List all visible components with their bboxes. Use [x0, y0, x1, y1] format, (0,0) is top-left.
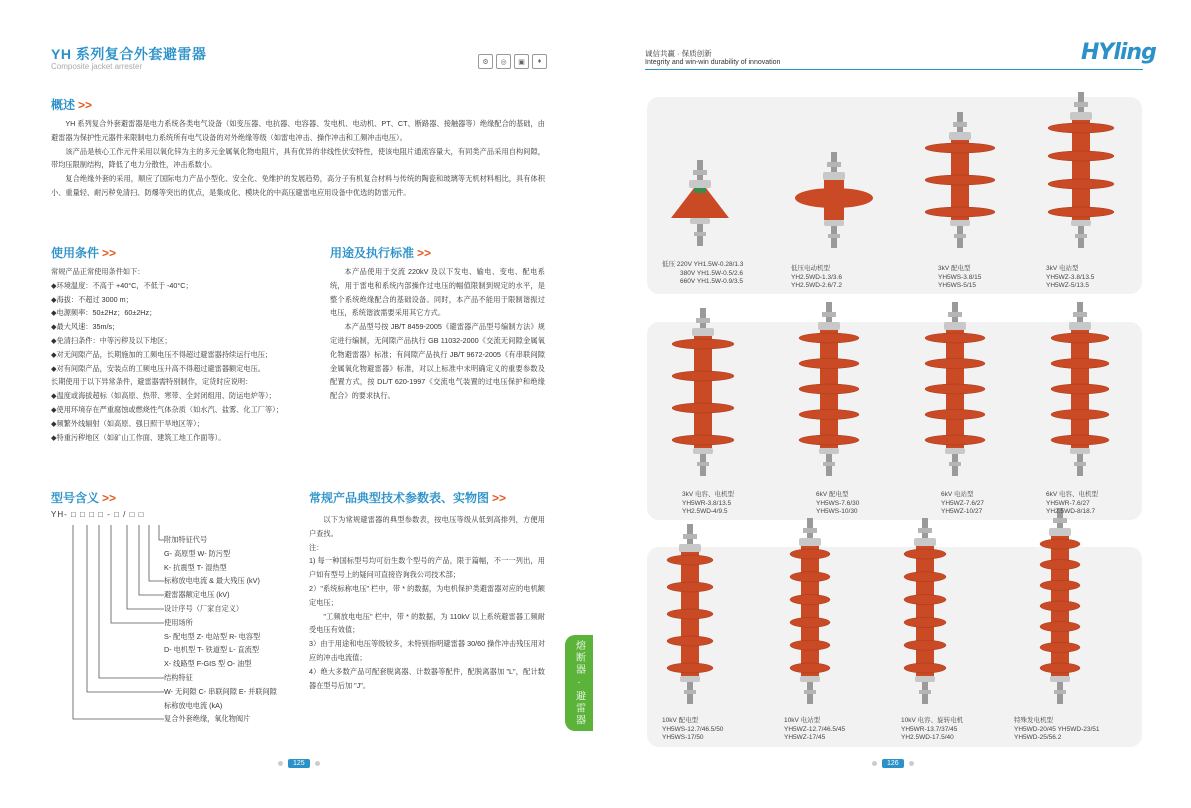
condition-item: 常规产品正常使用条件如下：: [51, 267, 145, 276]
condition-item: ◆免清扫条件：中等污秽及以下地区；: [51, 335, 172, 345]
cert-icon: ⚙: [478, 54, 493, 69]
typical-line: 1) 每一种国标型号均可衍生数个型号的产品，限于篇幅，不一一列出，用户如有型号上的疑问可直接咨询我公司技术部；: [309, 556, 545, 580]
caption-line: 10kV 电容、旋转电机: [901, 717, 964, 724]
overview-text: [51, 117, 545, 200]
standards-text: [330, 265, 545, 403]
certification-icons: [478, 54, 547, 69]
caption-line: 特殊发电机型: [1014, 717, 1053, 724]
conditions-heading: [51, 244, 116, 261]
cert-icon: ♦: [532, 54, 547, 69]
model-label: 设计序号（厂家自定义）: [164, 603, 244, 613]
caption-line: YH5WZ-10/27: [941, 508, 983, 516]
caption-line: YH5WS-7.6/30: [816, 499, 860, 507]
pager-dot: [278, 761, 283, 766]
model-label: W- 无间隙 C- 串联间隙 E- 并联间隙: [164, 686, 277, 696]
arrows-icon: >>: [78, 98, 93, 112]
arrows-icon: >>: [102, 246, 117, 260]
side-tab-label: 熔断器 · 避雷器: [573, 639, 585, 727]
arrester-image: [1035, 508, 1085, 708]
model-label: X- 线路型 F-GIS 型 O- 油型: [164, 659, 252, 669]
condition-item: ◆频繁外线辐射（如高原、强日照干旱地区等）；: [51, 418, 204, 428]
arrows-icon: >>: [102, 491, 117, 505]
arrester-image: [790, 152, 878, 252]
pagination-left: [278, 759, 320, 768]
product-caption: [791, 265, 842, 291]
model-label: 避雷器额定电压 (kV): [164, 590, 230, 600]
cert-icon: ▣: [514, 54, 529, 69]
typical-line: 4）绝大多数产品可配套脱离器、计数器等配件，配脱离器加 "L"，配计数器在型号后加 "J"。: [309, 666, 545, 690]
arrester-image: [1043, 92, 1119, 252]
product-caption: [662, 717, 723, 743]
caption-line: YH2.5WD-8/18.7: [1046, 508, 1096, 516]
arrester-image: [920, 112, 1000, 252]
condition-item: ◆对无间隙产品，长期施加的工频电压不得超过避雷器持续运行电压；: [51, 349, 273, 359]
caption-line: YH5WS-12.7/46.5/50: [662, 725, 724, 733]
caption-line: YH5WD-20/45 YH5WD-23/51: [1014, 725, 1100, 733]
typical-text: [309, 513, 545, 692]
cert-icon: ◎: [496, 54, 511, 69]
product-caption: [941, 491, 984, 517]
product-caption: [1046, 491, 1098, 517]
section-side-tab[interactable]: [565, 635, 593, 731]
pager-dot: [909, 761, 914, 766]
condition-item: ◆环境温度：不高于 +40°C，不低于 -40°C；: [51, 280, 193, 290]
model-heading-text: 型号含义: [51, 491, 100, 505]
overview-paragraph: YH 系列复合外套避雷器是电力系统各类电气设备（如变压器、电抗器、电容器、发电机、电动机、PT、CT、断路器、接触器等）绝缘配合的基础，由避雷器为保护性元器件来限制电力系统所有电气设备的对外绝缘等级（如雷电冲击、操作冲击和工频冲击电压）。: [51, 119, 545, 142]
page-number: 126: [882, 759, 904, 768]
overview-heading-text: 概述: [51, 98, 76, 112]
pagination-right: [872, 759, 914, 768]
caption-line: YH5WR-3.8/13.5: [682, 499, 732, 507]
product-caption: [816, 491, 859, 517]
arrester-image: [666, 160, 734, 250]
caption-line: 6kV 电站型: [941, 491, 974, 498]
condition-item: ◆海拔：不超过 3000 m；: [51, 294, 133, 304]
product-caption: [1014, 717, 1100, 743]
page-subtitle: Composite jacket arrester: [51, 62, 143, 71]
typical-line: 注：: [309, 542, 324, 552]
arrester-image: [899, 518, 951, 708]
caption-line: YH5WZ-3.8/13.5: [1046, 273, 1095, 281]
arrester-image: [667, 308, 739, 480]
caption-line: YH5WD-25/56.2: [1014, 734, 1062, 742]
caption-line: YH2.5WD-2.6/7.2: [791, 282, 842, 290]
arrows-icon: >>: [492, 491, 507, 505]
typical-heading-text: 常规产品典型技术参数表、实物图: [309, 491, 490, 505]
caption-line: YH2.5WD-17.5/40: [901, 734, 954, 742]
slogan: 诚信共赢 · 保质创新: [645, 49, 712, 58]
caption-line: 10kV 电站型: [784, 717, 821, 724]
product-caption: [682, 491, 734, 517]
caption-line: 3kV 电站型: [1046, 265, 1079, 272]
pager-dot: [872, 761, 877, 766]
caption-line: YH2.5WD-1.3/3.6: [791, 273, 842, 281]
model-label: 使用场所: [164, 617, 193, 627]
model-labels: [164, 533, 277, 726]
model-diagram-lines: [51, 517, 166, 727]
caption-line: 低压 220V YH1.5W-0.28/1.3: [662, 261, 744, 268]
caption-line: YH5WR-13.7/37/45: [901, 725, 958, 733]
header-divider: [645, 69, 1143, 70]
condition-item: 长期使用于以下异常条件，避雷器需特别制作，定货时应说明：: [51, 377, 253, 387]
product-caption: [662, 261, 743, 287]
model-label: D- 电机型 T- 铁道型 L- 直流型: [164, 645, 260, 655]
caption-line: YH5WS-10/30: [816, 508, 858, 516]
right-page: [596, 0, 1191, 808]
arrester-image: [785, 518, 835, 708]
typical-heading: [309, 489, 506, 506]
typical-line: 3）由于用途和电压等级较多，未特别指明避雷器 30/60 操作冲击残压用对应的冲击电流值；: [309, 639, 545, 662]
caption-line: 380V YH1.5W-0.5/2.6: [680, 269, 743, 277]
caption-line: YH5WS-17/50: [662, 734, 704, 742]
arrester-image: [1046, 302, 1114, 480]
model-label: K- 抗震型 T- 湿热型: [164, 562, 227, 572]
model-label: 结构特征: [164, 672, 193, 682]
standards-paragraph: 本产品型号按 JB/T 8459-2005《避雷器产品型号编制方法》规定进行编制，无间隙产品执行 GB 11032-2000《交流无间隙金属氧化物避雷器》标准；有间隙产品执行 JB/T 9672-2005《有串联间隙金属氧化物避雷器》标准，对以上标准中未明确定义的重要参数及配置方式，按 DL/T 620-1997《交流电气装置的过电压保护和绝缘配合》的要求执行。: [330, 322, 545, 401]
model-code: YH- □ □ □ □ - □ / □ □: [51, 510, 145, 519]
conditions-heading-text: 使用条件: [51, 246, 100, 260]
overview-paragraph: 复合绝缘外套的采用，顺应了国际电力产品小型化、安全化、免维护的发展趋势，高分子有机复合材料与传统的陶瓷和玻璃等无机材料相比，具有体积小、重量轻、耐污秽免清扫、防爆等突出的优点，是集成化、模块化的中高压避雷电应用设备中优选的防雷元件。: [51, 174, 545, 197]
product-caption: [1046, 265, 1094, 291]
typical-line: 以下为常规避雷器的典型参数表，按电压等级从低到高排列，方便用户查找。: [309, 515, 545, 538]
caption-line: YH2.5WD-4/9.5: [682, 508, 728, 516]
caption-line: YH5WZ-17/45: [784, 734, 826, 742]
model-label: 复合外套绝缘，氧化物阀片: [164, 714, 251, 724]
condition-item: ◆最大风速：35m/s；: [51, 322, 120, 332]
slogan-en: Integrity and win-win durability of innovation: [645, 59, 781, 66]
pager-dot: [315, 761, 320, 766]
caption-line: YH5WS-3.8/15: [938, 273, 982, 281]
caption-line: YH5WZ-12.7/46.5/45: [784, 725, 846, 733]
caption-line: 10kV 配电型: [662, 717, 699, 724]
condition-item: ◆特重污秽地区（如矿山工作面、建筑工地工作面等）。: [51, 432, 226, 442]
model-label: 附加特征代号: [164, 535, 208, 544]
product-caption: [784, 717, 845, 743]
caption-line: YH5WZ-7.6/27: [941, 499, 984, 507]
arrester-image: [794, 302, 864, 480]
page-title: YH 系列复合外套避雷器: [51, 46, 207, 62]
product-caption: [938, 265, 981, 291]
caption-line: 6kV 电容、电机型: [1046, 491, 1099, 498]
model-heading: [51, 489, 116, 506]
typical-line: "工频放电电压" 栏中，带 * 的数据，为 110kV 以上系统避雷器工频耐受电压有效值；: [309, 611, 545, 635]
caption-line: 3kV 配电型: [938, 265, 971, 272]
caption-line: 3kV 电容、电机型: [682, 491, 735, 498]
condition-item: ◆使用环境存在严重腐蚀或燃烧性气体杂质（如水汽、盐雾、化工厂等）；: [51, 404, 283, 414]
caption-line: 660V YH1.5W-0.9/3.5: [680, 278, 743, 286]
condition-item: ◆电源频率：50±2Hz；60±2Hz；: [51, 308, 157, 318]
company-logo: HYling: [1081, 40, 1156, 65]
standards-heading: [330, 244, 431, 261]
overview-heading: [51, 96, 92, 113]
caption-line: YH5WS-5/15: [938, 282, 976, 290]
arrows-icon: >>: [417, 246, 432, 260]
standards-heading-text: 用途及执行标准: [330, 246, 415, 260]
arrester-image: [920, 302, 990, 480]
typical-line: 2）"系统标称电压" 栏中，带 * 的数据，为电机保护类避雷器对应的电机额定电压；: [309, 583, 545, 607]
arrester-image: [662, 524, 718, 708]
caption-line: 低压电动机型: [791, 265, 830, 272]
standards-paragraph: 本产品使用于交流 220kV 及以下发电、输电、变电、配电系统，用于雷电和系统内部操作过电压的幅值限制到规定的水平，是整个系统绝缘配合的基础设备。同时，本产品不能用于限制谐振过电压，系统谐波需要采用其它方式。: [330, 267, 545, 318]
model-label: S- 配电型 Z- 电站型 R- 电容型: [164, 631, 261, 641]
model-label: 标称放电电流 (kA): [164, 700, 223, 710]
conditions-list: [51, 265, 313, 444]
overview-paragraph: 该产品是核心工作元件采用以氧化锌为主的多元金属氧化物电阻片，具有优异的非线性伏安特性，使该电阻片通流容量大，有同类产品采用自构间隙，带均压限制结构，降低了电力分散性，冲击系数小。: [51, 146, 545, 170]
condition-item: ◆对有间隙产品，安装点的工频电压升高不得超过避雷器额定电压。: [51, 363, 265, 373]
caption-line: YH5WR-7.6/27: [1046, 499, 1090, 507]
page-number: 125: [288, 759, 310, 768]
model-label: 标称放电电流 & 最大残压 (kV): [164, 576, 260, 586]
model-label: G- 高原型 W- 防污型: [164, 548, 231, 558]
caption-line: 6kV 配电型: [816, 491, 849, 498]
caption-line: YH5WZ-5/13.5: [1046, 282, 1089, 290]
product-caption: [901, 717, 963, 743]
condition-item: ◆温度或海拔超标（如高原、热带、寒带、全封闭组用、防运电炉等）；: [51, 391, 276, 401]
